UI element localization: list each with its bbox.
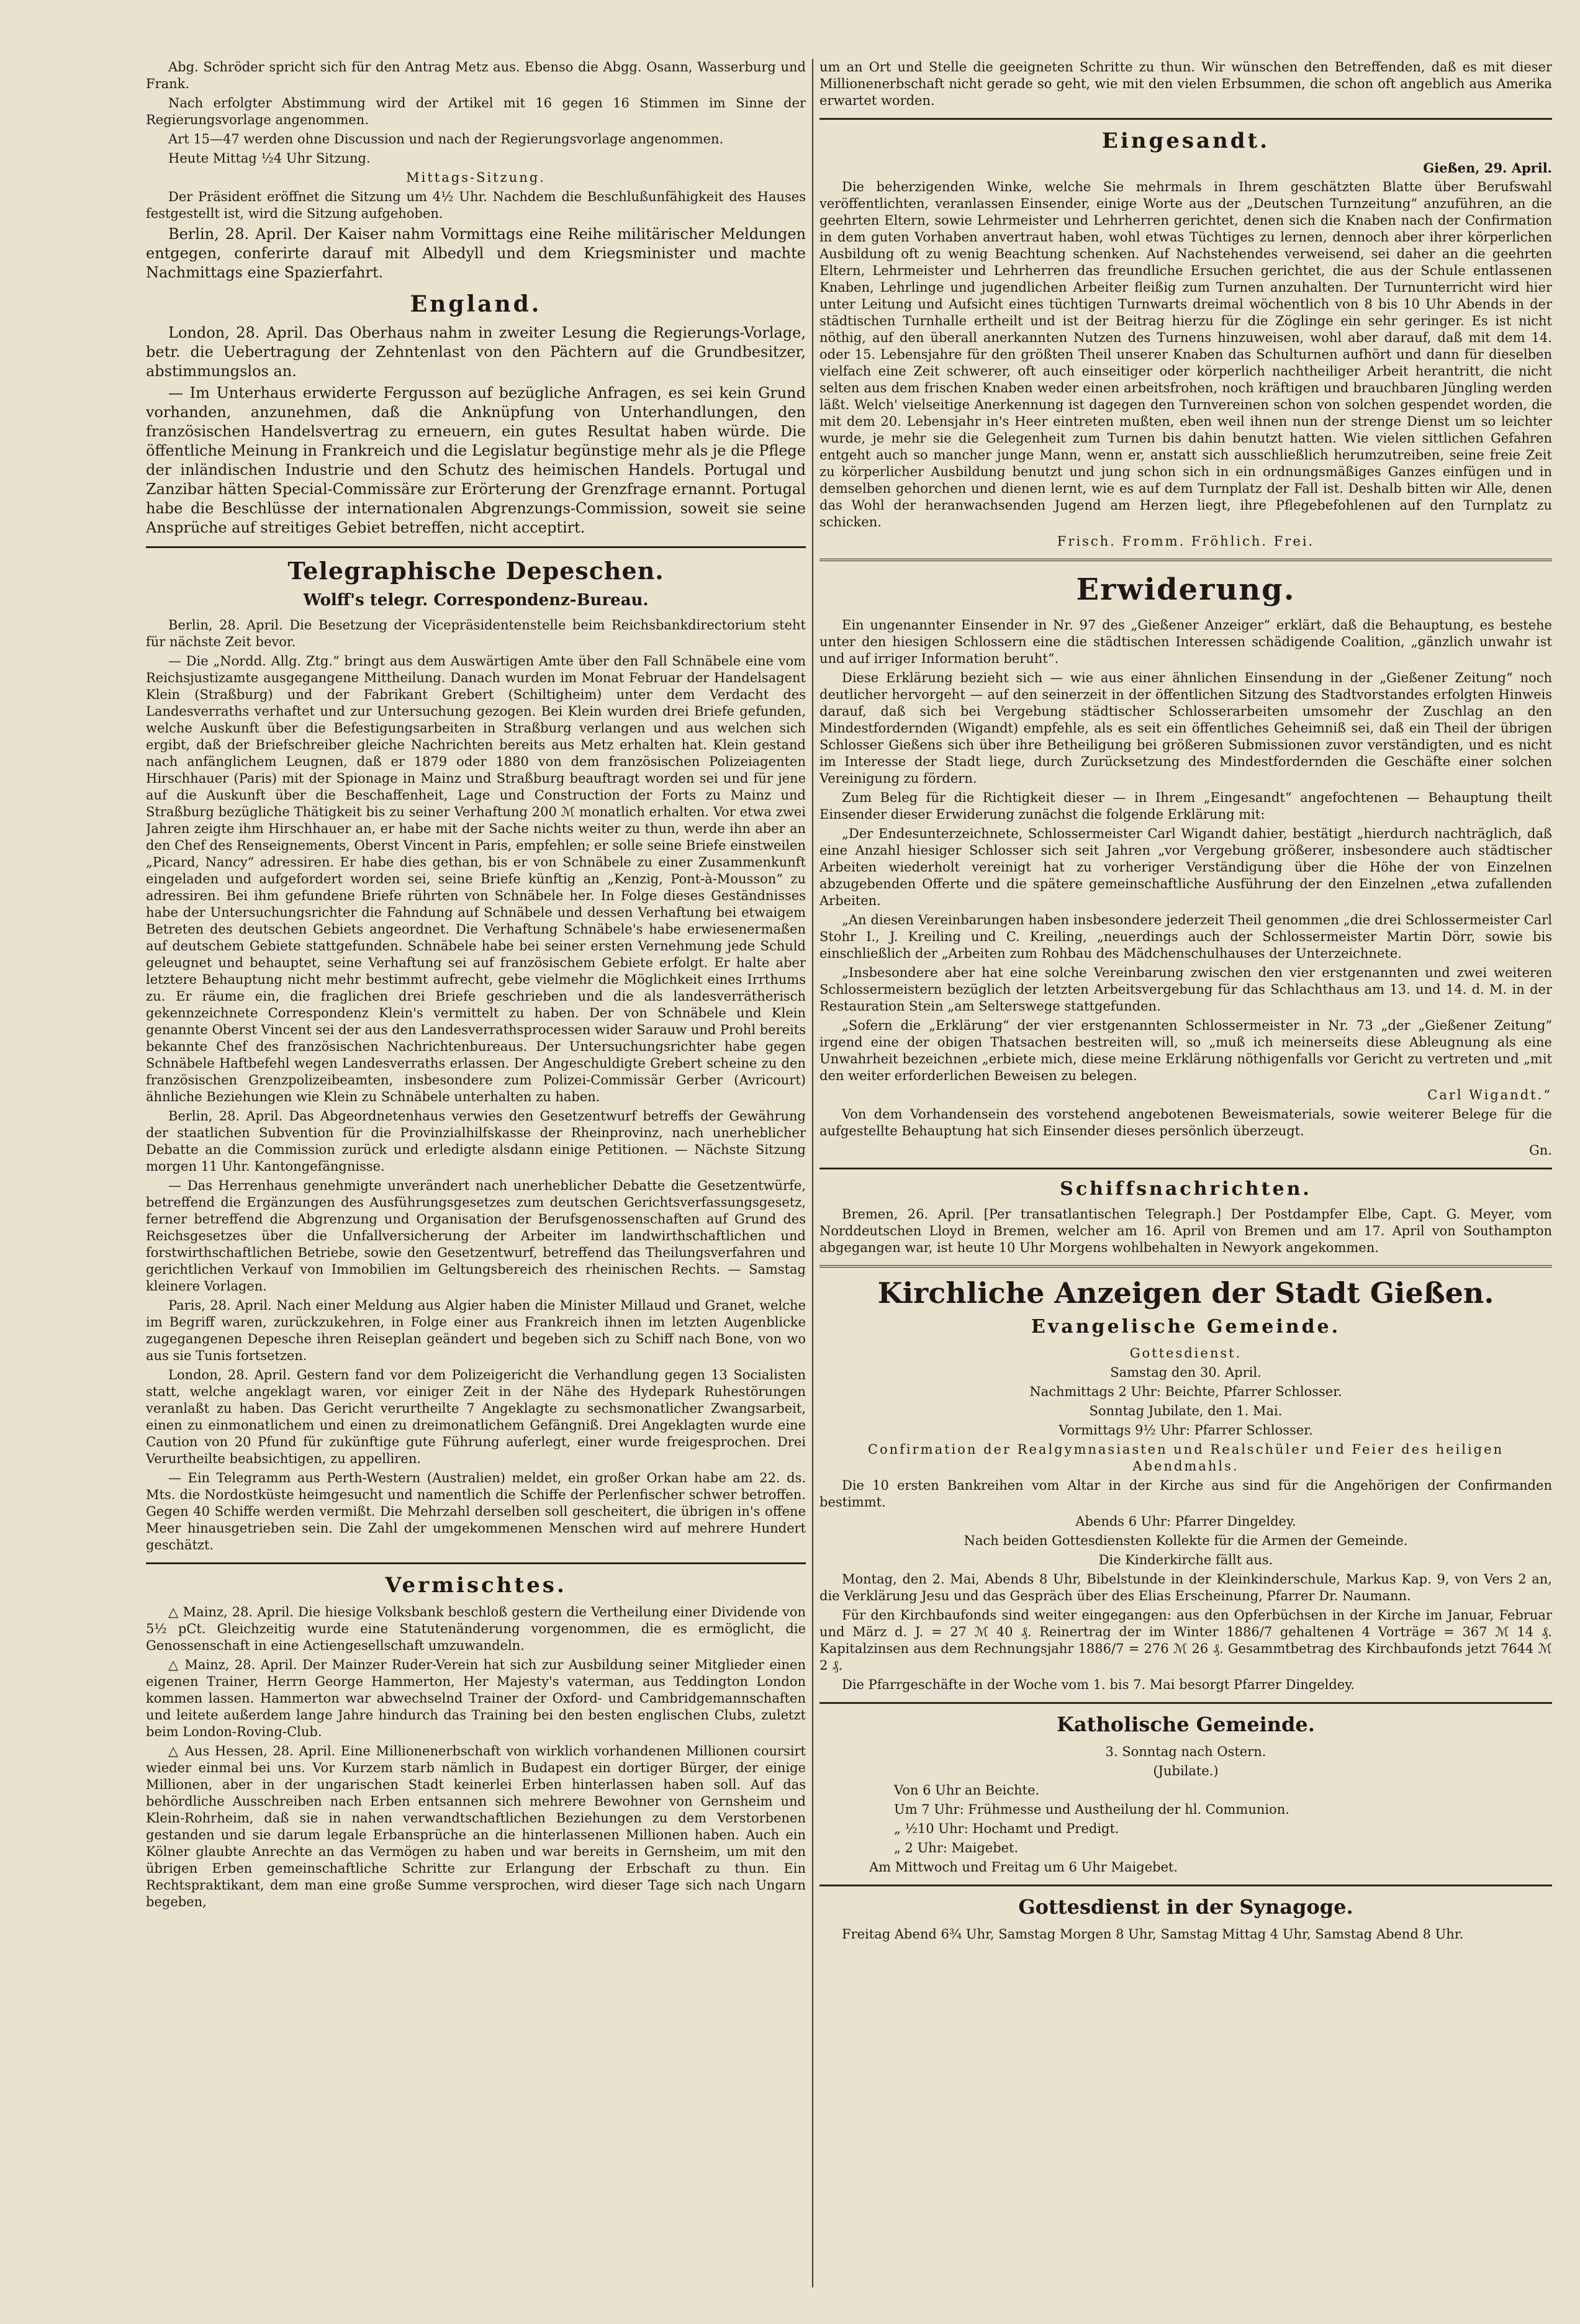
quoted-paragraph: „Sofern die „Erklärung“ der vier erstgenannten Schlossermeister in Nr. 73 „der „Gießener Zeitung“ irgend eine der obigen Thatsachen bestreiten will, so „muß ich meinerseits diese Ableugnung als eine Unwahrheit bezeichnen „erbiete mich, diese meine Erklärung nöthigenfalls vor Gericht zu vertreten und „mit den weiter erforderlichen Beweisen zu belegen.	[819, 1018, 1552, 1083]
text-paragraph: — Das Herrenhaus genehmigte unverändert nach unerheblicher Debatte die Gesetzentwürfe, betreffend die Ergänzungen des Ausführungsgesetzes zum deutschen Gerichtsverfassungsgesetz, ferner betreffend die Abgrenzung und Organisation der Berufsgenossenschaften auf Grund des Reichsgesetzes über die Unfallversicherung der Arbeiter im landwirthschaftlichen und forstwirthschaftlichen Betriebe, sowie den Gesetzentwurf, betreffend das Theilungsverfahren und gerichtlichen Verkauf von Immobilien im Geltungsbereich des rheinischen Rechts. — Samstag kleinere Vorlagen.	[146, 1178, 806, 1294]
signature: Carl Wigandt.“	[1427, 1088, 1552, 1102]
dateline: Gießen, 29. April.	[1423, 160, 1552, 176]
right-column	[819, 59, 1552, 2287]
text-paragraph: Der Präsident eröffnet die Sitzung um 4½ Uhr. Nachdem die Beschlußunfähigkeit des Hauses festgestellt ist, wird die Sitzung aufgehoben.	[146, 189, 806, 221]
text-paragraph: Berlin, 28. April. Der Kaiser nahm Vormittags eine Reihe militärischer Meldungen entgegen, conferirte darauf mit Albedyll und dem Kriegsminister und machte Nachmittags eine Spazierfahrt.	[146, 225, 806, 281]
text-paragraph: Ein ungenannter Einsender in Nr. 97 des „Gießener Anzeiger“ erklärt, daß die Behauptung, es bestehe unter den hiesigen Schlossern eine die städtischen Interessen schädigende Coalition, „gänzlich unwahr ist und auf irriger Information beruht“.	[819, 618, 1552, 666]
telegraph-subheading: Wolff's telegr. Correspondenz-Bureau.	[303, 591, 649, 610]
session-heading: Mittags-Sitzung.	[406, 170, 546, 185]
list-line: „ 2 Uhr: Maigebet.	[894, 1840, 1019, 1855]
list-line: Vormittags 9½ Uhr: Pfarrer Schlosser.	[1059, 1423, 1313, 1438]
text-paragraph: Abg. Schröder spricht sich für den Antrag Metz aus. Ebenso die Abgg. Osann, Wasserburg und Frank.	[146, 60, 806, 91]
quoted-paragraph: „An diesen Vereinbarungen haben insbesondere jederzeit Theil genommen „die drei Schlossermeister Carl Stohr I., J. Kreiling und C. Kreiling, „neuerdings auch der Schlossermeister Martin Dörr, sowie bis einschließlich der „Arbeiten zum Rohbau des Mädchenschulhauses der Unterzeichnete.	[819, 912, 1552, 961]
text-paragraph: London, 28. April. Gestern fand vor dem Polizeigericht die Verhandlung gegen 13 Socialisten statt, welche angeklagt waren, vor einiger Zeit in der Nähe des Hydepark Ruhestörungen veranlaßt zu haben. Das Gericht verurtheilte 7 Angeklagte zu sechsmonatlicher Zwangsarbeit, einen zu einmonatlichem und einen zu dreimonatlichem Gefängniß. Drei Angeklagten wurde eine Caution von 20 Pfund für zukünftige gute Führung auferlegt, einer wurde freigesprochen. Drei Verurtheilte beabsichtigen, zu appelliren.	[146, 1367, 806, 1466]
list-line: Die Pfarrgeschäfte in der Woche vom 1. bis 7. Mai besorgt Pfarrer Dingeldey.	[842, 1677, 1355, 1692]
motto: Frisch. Fromm. Fröhlich. Frei.	[1057, 534, 1315, 549]
list-line: 3. Sonntag nach Ostern.	[1105, 1744, 1266, 1759]
text-paragraph: — Ein Telegramm aus Perth-Western (Australien) meldet, ein großer Orkan habe am 22. ds. Mts. die Nordostküste heimgesucht und namentlich die Schiffe der Perlenfischer schwer betroffen. Gegen 40 Schiffe werden vermißt. Die Mehrzahl derselben soll gescheitert, die übrigen in's offene Meer hinausgetrieben sein. Die Zahl der umgekommenen Menschen wird auf mehrere Hundert geschätzt.	[146, 1471, 806, 1552]
text-paragraph: London, 28. April. Das Oberhaus nahm in zweiter Lesung die Regierungs-Vorlage, betr. die Uebertragung der Zehntenlast von den Pächtern auf die Grundbesitzer, abstimmungslos an.	[146, 324, 806, 380]
kirchlich-heading: Kirchliche Anzeigen der Stadt Gießen.	[877, 1276, 1494, 1310]
text-paragraph: Bremen, 26. April. [Per transatlantischen Telegraph.] Der Postdampfer Elbe, Capt. G. Meyer, vom Norddeutschen Lloyd in Bremen, welcher am 16. April von Bremen und am 17. April von Southampton abgegangen war, ist heute 10 Uhr Morgens wohlbehalten in Newyork angekommen.	[819, 1207, 1552, 1255]
vermischtes-heading: Vermischtes.	[385, 1573, 567, 1598]
text-paragraph: △ Mainz, 28. April. Der Mainzer Ruder-Verein hat sich zur Ausbildung seiner Mitglieder einen eigenen Trainer, Herrn George Hammerton, Her Majesty's vaterman, aus Teddington London kommen lassen. Hammerton war abwechselnd Trainer der Oxford- und Cambridgemannschaften und leitete außerdem lange Jahre hindurch das Training bei den besten englischen Clubs, zuletzt beim London-Roving-Club.	[146, 1657, 806, 1739]
england-heading: England.	[410, 291, 542, 317]
column-divider	[812, 59, 813, 2287]
text-paragraph: Diese Erklärung bezieht sich — wie aus einer ähnlichen Einsendung in der „Gießener Zeitung“ noch deutlicher hervorgeht — auf den seinerzeit in der öffentlichen Sitzung des Stadtvorstandes erfolgten Hinweis darauf, daß sich bei Vergebung städtischer Schlosserarbeiten umsomehr der Zuschlag an den Mindestfordernden (Wigandt) empfehle, als es seit ein öffentliches Geheimniß sei, daß ein Theil der übrigen Schlosser Gießens sich über ihre Betheiligung bei größeren Submissionen zuvor verständigten, und es nicht im Interesse der Stadt liege, durch Zurücksetzung des Mindestfordernden die Geschäfte einer solchen Vereinigung zu fördern.	[819, 670, 1552, 786]
section-rule	[146, 1562, 806, 1564]
list-line: Um 7 Uhr: Frühmesse und Austheilung der hl. Communion.	[894, 1802, 1289, 1817]
initials: Gn.	[1529, 1143, 1552, 1158]
text-paragraph: Von dem Vorhandensein des vorstehend angebotenen Beweismaterials, sowie weiterer Belege für die aufgestellte Behauptung hat sich Einsender dieses persönlich überzeugt.	[819, 1107, 1552, 1138]
katholisch-heading: Katholische Gemeinde.	[1057, 1713, 1315, 1736]
list-line: Die 10 ersten Bankreihen vom Altar in der Kirche aus sind für die Angehörigen der Confirmanden bestimmt.	[819, 1478, 1552, 1510]
synagoge-heading: Gottesdienst in der Synagoge.	[1018, 1895, 1353, 1919]
text-paragraph: Berlin, 28. April. Die Besetzung der Vicepräsidentenstelle beim Reichsbankdirectorium steht für nächste Zeit bevor.	[146, 618, 806, 649]
telegraph-heading: Telegraphische Depeschen.	[287, 557, 664, 585]
section-rule	[819, 118, 1552, 120]
text-paragraph: △ Mainz, 28. April. Die hiesige Volksbank beschloß gestern die Vertheilung einer Dividende von 5½ pCt. Gleichzeitig wurde eine Statutenänderung vorgenommen, die es ermöglicht, die Genossenschaft in eine Actiengesellschaft umzuwandeln.	[146, 1605, 806, 1653]
section-rule	[819, 1885, 1552, 1886]
text-paragraph: Nach erfolgter Abstimmung wird der Artikel mit 16 gegen 16 Stimmen im Sinne der Regierungsvorlage angenommen.	[146, 96, 806, 127]
list-line: „ ½10 Uhr: Hochamt und Predigt.	[894, 1821, 1119, 1836]
list-line: (Jubilate.)	[1153, 1763, 1219, 1778]
list-line: Am Mittwoch und Freitag um 6 Uhr Maigebet.	[869, 1860, 1178, 1875]
text-paragraph: um an Ort und Stelle die geeigneten Schritte zu thun. Wir wünschen den Betreffenden, daß es mit dieser Millionenerbschaft nicht gerade so geht, wie mit den vielen Erbsummen, die schon oft angeblich aus Amerika erwartet worden.	[819, 60, 1552, 108]
eingesandt-heading: Eingesandt.	[1101, 128, 1270, 153]
section-rule	[819, 1265, 1552, 1268]
list-line: Sonntag Jubilate, den 1. Mai.	[1089, 1403, 1283, 1418]
left-column	[146, 59, 806, 2287]
text-paragraph: Heute Mittag ½4 Uhr Sitzung.	[168, 151, 371, 166]
schiff-heading: Schiffsnachrichten.	[1060, 1178, 1312, 1200]
text-paragraph: Art 15—47 werden ohne Discussion und nach der Regierungsvorlage angenommen.	[168, 132, 724, 146]
section-rule	[819, 1168, 1552, 1169]
section-rule	[819, 1702, 1552, 1704]
quoted-paragraph: „Der Endesunterzeichnete, Schlossermeister Carl Wigandt dahier, bestätigt „hierdurch nachträglich, daß eine Anzahl hiesiger Schlosser sich seit Jahren „vor Vergebung größerer, insbesondere auch städtischer Arbeiten wiederholt vereinigt hat zu vorheriger Verständigung über die Höhe der von Einzelnen abzugebenden Offerte und die spätere gemeinschaftliche Ausführung der den Einzelnen „etwa zufallenden Arbeiten.	[819, 826, 1552, 908]
list-line: Die Kinderkirche fällt aus.	[1098, 1552, 1273, 1567]
list-line: Gottesdienst.	[1129, 1346, 1242, 1361]
list-line: Nach beiden Gottesdiensten Kollekte für die Armen der Gemeinde.	[964, 1533, 1408, 1548]
quoted-paragraph: „Insbesondere aber hat eine solche Vereinbarung zwischen den vier erstgenannten und zwei weiteren Schlossermeistern bezüglich der letzten Arbeitsvergebung für das Schlachthaus am 13. und 14. d. M. in der Restauration Stein „am Selterswege stattgefunden.	[819, 965, 1552, 1014]
text-paragraph: Zum Beleg für die Richtigkeit dieser — in Ihrem „Eingesandt“ angefochtenen — Behauptung theilt Einsender dieser Erwiderung zunächst die folgende Erklärung mit:	[819, 790, 1552, 822]
list-line: Confirmation der Realgymnasiasten und Realschüler und Feier des heiligen Abendmahls.	[867, 1442, 1504, 1474]
list-line: Samstag den 30. April.	[1110, 1365, 1262, 1380]
list-line: Nachmittags 2 Uhr: Beichte, Pfarrer Schlosser.	[1029, 1384, 1342, 1399]
list-line: Von 6 Uhr an Beichte.	[894, 1783, 1040, 1798]
evangelisch-heading: Evangelische Gemeinde.	[1031, 1316, 1341, 1338]
text-paragraph: — Im Unterhaus erwiderte Fergusson auf bezügliche Anfragen, es sei kein Grund vorhanden, anzunehmen, daß die Anknüpfung von Unterhandlungen, den französischen Handelsvertrag zu erneuern, ein gutes Resultat haben würde. Die öffentliche Meinung in Frankreich und die Legislatur begünstige mehr als je die Pflege der inländischen Industrie und den Schutz des heimischen Handels. Portugal und Zanzibar hätten Special-Commissäre zur Erörterung der Grenzfrage ernannt. Portugal habe die Beschlüsse der internationalen Abgrenzungs-Commission, soweit sie seine Ansprüche auf streitiges Gebiet betreffen, nicht acceptirt.	[146, 384, 806, 536]
text-paragraph: Paris, 28. April. Nach einer Meldung aus Algier haben die Minister Millaud und Granet, welche im Begriff waren, zurückzukehren, in Folge einer aus Frankreich ihnen im letzten Augenblicke zugegangenen Depesche ihren Reiseplan geändert und begeben sich zu Schiff nach Bone, von wo aus sie Tunis fortsetzen.	[146, 1298, 806, 1363]
section-rule	[819, 559, 1552, 561]
text-paragraph: Die beherzigenden Winke, welche Sie mehrmals in Ihrem geschätzten Blatte über Berufswahl veröffentlichten, veranlassen Einsender, einige Worte aus der „Deutschen Turnzeitung“ anzuführen, an die geehrten Eltern, sowie Lehrmeister und Lehrherren gerichtet, denen sich die Knaben nach der Confirmation in dem guten Vorhaben anvertraut haben, wohl etwas Tüchtiges zu lernen, dennoch aber ihrer körperlichen Ausbildung oft zu wenig Beachtung schenken. Auf Nachstehendes verweisend, sei daher an die geehrten Eltern, Lehrmeister und Lehrherren das freundliche Ersuchen gerichtet, die aus der Schule entlassenen Knaben, Lehrlinge und jugendlichen Arbeiter fleißig zum Turnen anzuhalten. Der Turnunterricht wird hier unter Leitung und Aufsicht eines tüchtigen Turnwarts dreimal wöchentlich von 8 bis 10 Uhr Abends in der städtischen Turnhalle ertheilt und ist der Beitrag hierzu für die Zöglinge ein sehr geringer. Es ist nicht nöthig, auf den überall anerkannten Nutzen des Turnens hinzuweisen, wohl aber darauf, daß mit dem 14. oder 15. Lebensjahre für den größten Theil unserer Knaben das Schulturnen aufhört und dann für dieselben vielfach eine Zeit schwerer, oft auch einseitiger oder körperlich nachtheiliger Arbeit herantritt, die nicht selten aus dem frischen Knaben weder einen arbeitsfrohen, noch kräftigen und brauchbaren Jüngling werden läßt. Welch' vielseitige Anerkennung ist dagegen den Turnvereinen schon von solchen gespendet worden, die mit dem 20. Lebensjahr in's Heer eintreten mußten, eben weil ihnen nun der strenge Dienst um so leichter wurde, je mehr sie die Gelegenheit zum Turnen bis dahin benutzt hatten. Wie vielen sittlichen Gefahren entgeht auch so mancher junge Mann, wenn er, anstatt sich ausschließlich herumzutreiben, seine freie Zeit zu körperlicher Ausbildung benutzt und jung schon sich in ein ordnungsmäßiges Ganzes einfügen und in demselben gehorchen und dienen lernt, wie es auf dem Turnplatz der Fall ist. Deshalb bitten wir Alle, denen das Wohl der heranwachsenden Jugend am Herzen liegt, ihre Pflegebefohlenen auf den Turnplatz zu schicken.	[819, 179, 1552, 529]
section-rule	[146, 546, 806, 548]
text-paragraph: Berlin, 28. April. Das Abgeordnetenhaus verwies den Gesetzentwurf betreffs der Gewährung der staatlichen Subvention für die Provinzialhilfskasse der Rheinprovinz, nach unerheblicher Debatte an die Commission zurück und erledigte alsdann einige Petitionen. — Nächste Sitzung morgen 11 Uhr. Kantongefängnisse.	[146, 1109, 806, 1174]
text-paragraph: △ Aus Hessen, 28. April. Eine Millionenerbschaft von wirklich vorhandenen Millionen coursirt wieder einmal bei uns. Vor Kurzem starb nämlich in Budapest ein dortiger Bürger, der einige Millionen, aber in der ungarischen Stadt keinerlei Erben hinterlassen haben soll. Auf das behördliche Ausschreiben nach Erben entsannen sich mehrere Bewohner von Gernsheim und Klein-Rohrheim, daß sie in nahen verwandtschaftlichen Beziehungen zu dem Verstorbenen gestanden und sie darum legale Erbansprüche an die hinterlassenen Millionen haben. Auch ein Kölner glaubte Anrechte an das Vermögen zu haben und war bereits in Gernsheim, um mit den übrigen Erben gemeinschaftliche Schritte zur Erlangung der Erbschaft zu thun. Ein Rechtspraktikant, dem man eine große Summe versprochen, wird dieser Tage sich nach Ungarn begeben,	[146, 1744, 806, 1909]
text-paragraph: — Die „Nordd. Allg. Ztg.“ bringt aus dem Auswärtigen Amte über den Fall Schnäbele eine vom Reichsjustizamte ausgegangene Mittheilung. Danach wurden im Monat Februar der Handelsagent Klein (Straßburg) und der Fabrikant Grebert (Schiltigheim) unter dem Verdacht des Landesverraths verhaftet und zur Untersuchung gezogen. Bei Klein wurden drei Briefe gefunden, welche Auskunft über die Befestigungsarbeiten in Straßburg verlangen und aus welchen sich ergibt, daß der Briefschreiber gleiche Nachrichten bereits aus Metz erhalten hat. Klein gestand nach anfänglichem Leugnen, daß er 1879 oder 1880 von dem französischen Polizeiagenten Hirschhauer (Paris) mit der Spionage in Mainz und Straßburg beauftragt worden sei und für jene auf die Auskunft über die Beschaffenheit, Lage und Construction der Forts zu Mainz und Straßburg bezügliche Thätigkeit bis zu seiner Verhaftung 200 ℳ monatlich erhalten. Vor etwa zwei Jahren zeigte ihm Hirschhauer an, er habe mit der Sache nichts weiter zu thun, werde ihn aber an den Chef des Renseignements, Oberst Vincent in Paris, empfehlen; er solle seine Briefe einstweilen „Picard, Nancy“ adressiren. Er habe dies gethan, bis er von Schnäbele zu einer Zusammenkunft eingeladen und aufgefordert worden sei, seine Briefe künftig an „Kenzig, Pont-à-Mousson“ zu adressiren. Bei ihm gefundene Briefe rührten von Schnäbele her. In Folge dieses Geständnisses habe der Untersuchungsrichter die Fahndung auf Schnäbele und dessen Verhaftung bei etwaigem Betreten des deutschen Gebiets angeordnet. Die Verhaftung Schnäbele's habe erwiesenermaßen auf deutschem Gebiete stattgefunden. Schnäbele habe bei seiner ersten Vernehmung jede Schuld geleugnet und behauptet, seine Verhaftung sei auf französischem Gebiete erfolgt. Er halte aber letztere Behauptung nicht mehr bestimmt aufrecht, gebe vielmehr die Möglichkeit eines Irrthums zu. Er räume ein, die fraglichen drei Briefe geschrieben und die als landesverrätherisch gekennzeichnete Correspondenz Klein's vermittelt zu haben. Der von Schnäbele und Klein genannte Oberst Vincent sei der aus den Landesverrathsprocessen wider Sarauw und Prohl bereits bekannte Chef des französischen Nachrichtenbureaus. Der Untersuchungsrichter habe gegen Schnäbele Haftbefehl wegen Landesverraths erlassen. Der Angeschuldigte Grebert scheine zu den französischen Grenzpolizeibeamten, insbesondere zum Polizei-Commissär Gerber (Avricourt) ähnliche Beziehungen wie Klein zu Schnäbele unterhalten zu haben.	[146, 654, 806, 1104]
list-line: Abends 6 Uhr: Pfarrer Dingeldey.	[1075, 1514, 1296, 1529]
list-line: Montag, den 2. Mai, Abends 8 Uhr, Bibelstunde in der Kleinkinderschule, Markus Kap. 9, von Vers 2 an, die Verklärung Jesu und das Gespräch über des Elias Erscheinung, Pfarrer Dr. Naumann.	[819, 1572, 1552, 1603]
list-line: Freitag Abend 6¾ Uhr, Samstag Morgen 8 Uhr, Samstag Mittag 4 Uhr, Samstag Abend 8 Uhr.	[842, 1927, 1464, 1942]
erwiderung-heading: Erwiderung.	[1076, 572, 1296, 607]
list-line: Für den Kirchbaufonds sind weiter eingegangen: aus den Opferbüchsen in der Kirche im Januar, Februar und März d. J. = 27 ℳ 40 ₰. Reinertrag der im Winter 1886/7 gehaltenen 4 Vorträge = 367 ℳ 14 ₰. Kapitalzinsen aus dem Rechnungsjahr 1886/7 = 276 ℳ 26 ₰. Gesammtbetrag des Kirchbaufonds jetzt 7644 ℳ 2 ₰.	[819, 1608, 1552, 1673]
